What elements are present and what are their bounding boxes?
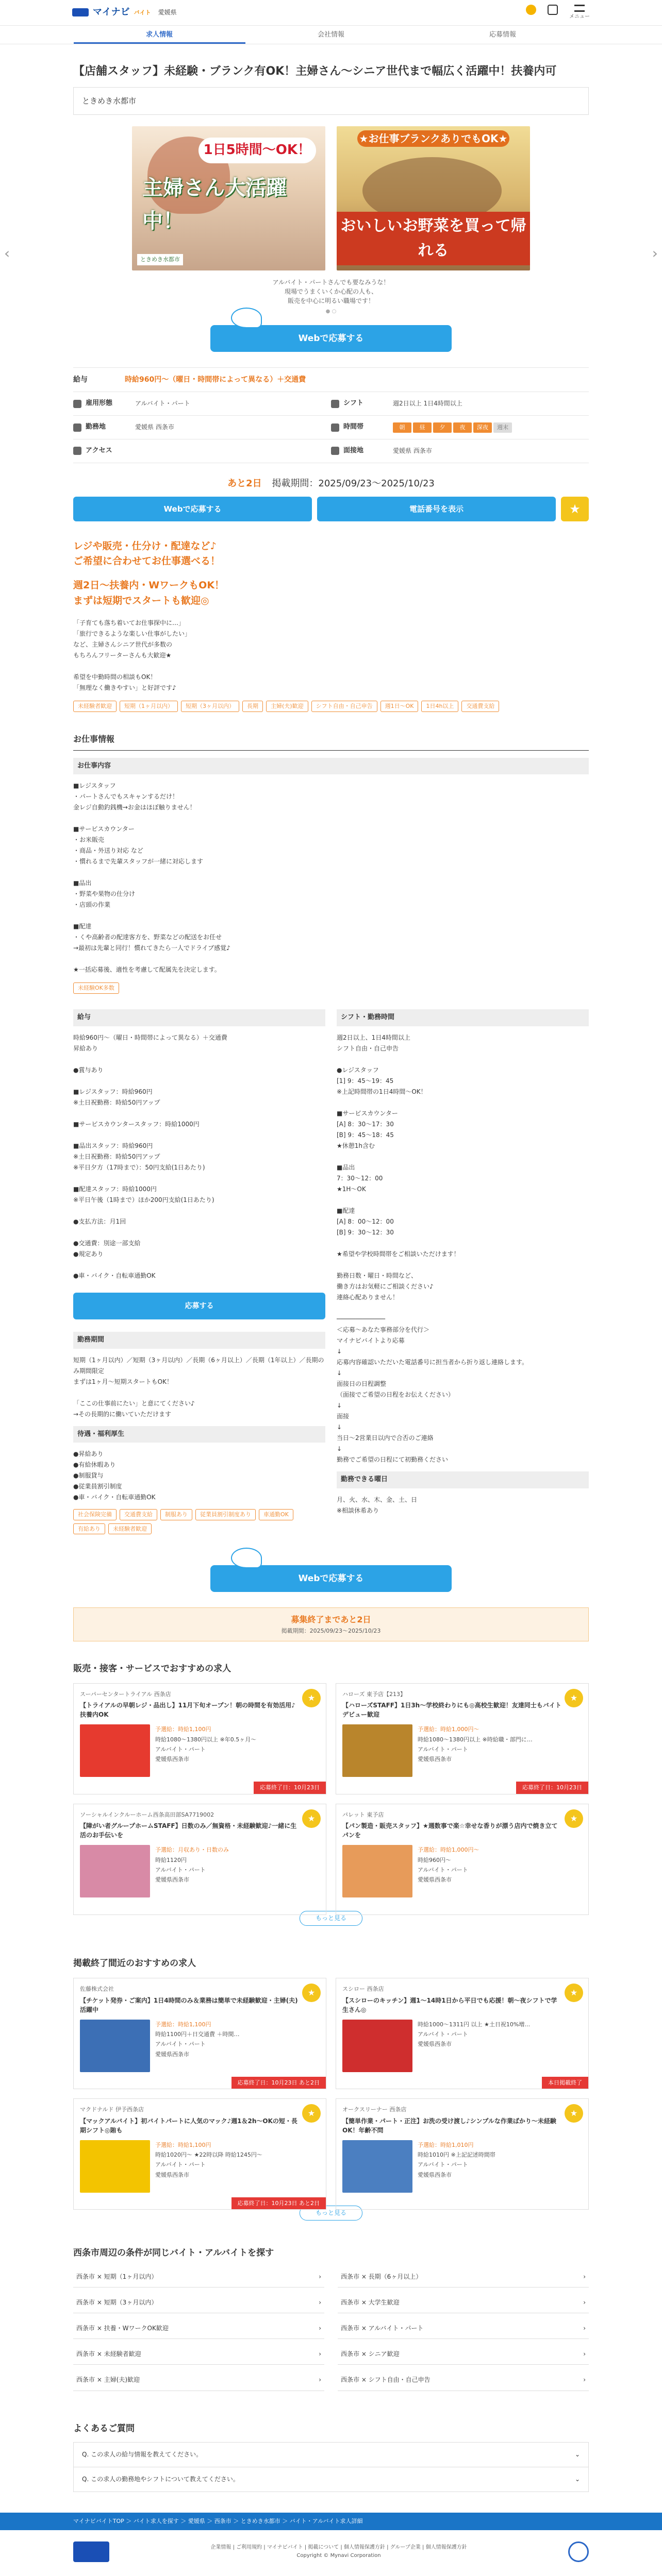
web-apply-button[interactable]: Webで応募する — [210, 1565, 452, 1592]
card-fact-2: 時給1080〜1380円以上 ※時給職・部門に… — [418, 1736, 533, 1743]
card-title: 【簡単作業・パート・正注】お洗の受け渡し♪シンプルな作業ばかり〜未経験OK！年齢不問 — [342, 2117, 556, 2134]
card-fact-3: アルバイト・パート — [418, 2031, 468, 2038]
card-body — [342, 2140, 582, 2193]
recommend-title-1: 販売・接客・サービスでおすすめの求人 — [73, 1663, 231, 1674]
train-icon — [73, 447, 81, 455]
photo-caption: アルバイト・パートさんでも要なみうな！ 現場でうまくいくか心配の人も、 販売を中心に明るい職場です！ — [272, 279, 390, 304]
chevron-down-icon: ⌄ — [574, 2450, 580, 2458]
favorite-star-icon[interactable]: ★ — [302, 1809, 321, 1828]
card-company: ソーシャルインクルーホーム西条高田部SA7719002 — [80, 1811, 214, 1818]
card-image — [80, 2140, 150, 2193]
salary-label: 給与 — [73, 376, 88, 384]
tag: 短期（3ヶ月以内） — [181, 701, 239, 712]
card-body — [342, 1845, 582, 1897]
chevron-right-icon: › — [583, 2273, 586, 2280]
related-link[interactable]: 西条市 × 未経験者歓迎 › — [73, 2344, 324, 2365]
tab-job-info[interactable]: 求人情報 — [74, 26, 245, 44]
detail-columns — [73, 1009, 589, 1535]
recommend-cards-1 — [73, 1683, 589, 1915]
tag: 週1日〜OK — [380, 701, 419, 712]
days-left: あと2日 — [227, 478, 262, 489]
card-ribbon: 本日掲載終了 — [542, 2077, 588, 2089]
related-links-title: 西条市周辺の条件が同じバイト・アルバイトを探す — [73, 2248, 274, 2259]
phone-button[interactable]: 電話番号を表示 — [317, 497, 556, 521]
menu-icon — [574, 5, 585, 12]
photo-carousel[interactable] — [0, 126, 662, 270]
copyright: Copyright © Mynavi Corporation — [296, 2552, 381, 2558]
job-title: 【店舗スタッフ】未経験・ブランク有OK！主婦さん〜シニア世代まで幅広く活躍中！扶養内可 — [73, 65, 557, 78]
footer-logo[interactable] — [73, 2541, 109, 2562]
card-facts — [418, 2020, 530, 2072]
card-fact-4: 愛媛県西条市 — [155, 1756, 189, 1763]
tag: 長期 — [242, 701, 263, 712]
card-title: 【障がい者グループホームSTAFF】日数のみ／無資格・未経験歓迎♪一緒に生活のお手伝いを — [80, 1822, 297, 1839]
employment-icon — [73, 400, 81, 408]
job-photo-2 — [337, 126, 530, 270]
timeslot-chips — [393, 422, 512, 433]
period-label: 掲載期間：2025/09/23〜2025/10/23 — [272, 478, 435, 489]
holiday-detail: 月、火、水、木、金、土、日 ※相談休希あり — [337, 1496, 418, 1514]
favorite-star-icon[interactable]: ★ — [565, 1984, 583, 2002]
job-summary — [73, 367, 589, 463]
card-body — [80, 2020, 320, 2072]
card-fact-2: 時給1020円〜 ★22時以降 時給1245円〜 — [155, 2151, 262, 2159]
job-card[interactable] — [73, 1804, 326, 1915]
card-facts — [155, 2140, 262, 2193]
job-card[interactable] — [336, 1683, 589, 1794]
favorite-star-icon[interactable]: ★ — [302, 1984, 321, 2002]
action-row — [73, 497, 589, 521]
card-body — [80, 2140, 320, 2193]
job-photo-1 — [132, 126, 325, 270]
card-image — [80, 2020, 150, 2072]
logo-mark — [72, 8, 89, 16]
more-button[interactable]: もっと見る — [300, 1911, 362, 1926]
card-image — [80, 1724, 150, 1777]
chevron-right-icon: › — [583, 2376, 586, 2384]
site-logo[interactable] — [72, 5, 177, 20]
card-fact-4: 愛媛県西条市 — [418, 2171, 452, 2178]
apply-button[interactable]: 応募する — [73, 1293, 325, 1319]
work-info-title: お仕事情報 — [73, 733, 589, 751]
chevron-right-icon: › — [319, 2324, 321, 2332]
card-ribbon: 応募終了日：10月23日 あと2日 — [231, 2077, 326, 2089]
right-column — [337, 1009, 589, 1535]
card-fact-4: 愛媛県西条市 — [418, 1876, 452, 1884]
favorite-star-icon[interactable]: ★ — [565, 1809, 583, 1828]
card-facts — [155, 2020, 240, 2072]
keep-button[interactable] — [548, 5, 558, 21]
photo-banner-top: ★お仕事ブランクありでもOK★ — [357, 130, 509, 147]
card-image — [80, 1845, 150, 1897]
card-fact-4: 愛媛県西条市 — [155, 1876, 189, 1884]
tab-apply-info[interactable]: 応募情報 — [489, 31, 516, 39]
summary-location: 勤務地 愛媛県 西条市 — [73, 416, 331, 439]
card-body — [342, 2020, 582, 2072]
tag: シフト自由・自己申告 — [311, 701, 377, 712]
job-card[interactable] — [336, 1978, 589, 2089]
footer-links[interactable]: 企業情報 | ご利用規約 | マイナビバイト | 掲載について | 個人情報保護方針 | グループ企業 | 個人情報保護方針 — [210, 2544, 467, 2550]
privacy-mark-icon — [568, 2541, 589, 2562]
recommend-title-2: 掲載終了間近のおすすめの求人 — [73, 1958, 196, 1969]
keep-star-icon[interactable]: ★ — [561, 497, 589, 521]
feature-tags — [73, 701, 589, 712]
chevron-right-icon: › — [319, 2273, 321, 2280]
chip-evening: 夕 — [433, 422, 452, 433]
summary-grid — [73, 392, 589, 463]
card-company: スシロー 西条店 — [342, 1986, 384, 1993]
pref-label: 愛媛県 — [158, 8, 177, 16]
photo-banner-main: おいしいお野菜を買って帰れる — [337, 212, 530, 265]
card-ribbon: 応募終了日：10月23日 あと2日 — [231, 2197, 326, 2210]
salary-head: 給与 — [73, 1009, 325, 1026]
related-links — [73, 2267, 589, 2391]
related-link[interactable]: 西条市 × アルバイト・パート › — [338, 2318, 589, 2339]
card-fact-3: アルバイト・パート — [418, 1745, 468, 1753]
period-head: 勤務期間 — [73, 1332, 325, 1349]
related-link[interactable]: 西条市 × 短期（1ヶ月以内） › — [73, 2267, 324, 2287]
card-company: スーパーセンタートライアル 西条店 — [80, 1690, 171, 1698]
tag: 主婦(夫)歓迎 — [266, 701, 308, 712]
job-card[interactable] — [336, 1804, 589, 1915]
card-fact-2: 時給1100円＋日交通費 ＋時間… — [155, 2031, 240, 2038]
card-fact-4: 愛媛県西条市 — [155, 2171, 189, 2178]
apply-area-mid — [73, 1293, 325, 1319]
mascot-bird-icon — [231, 308, 262, 328]
shift-detail: 週2日以上、1日4時間以上 シフト自由・自己申告 ●レジスタッフ [1] 9：45〜19：45 ※上記時間帯の1日4時間〜OK！ ■サービスカウンター [A] 8：30〜17：30 [B] 9：45〜18：45 ★休憩1h含む ■品出 7：30〜12：00 ★1H〜OK ■配達 [A] 8：00〜12：00 [B] 9：30〜12：30 ★希望や学校時間帯をご相談いただけます！ 勤務日数・曜日・時間など、 働き方はお気軽にご相談ください♪ 連絡心配ありません！ ───────────── ＜応募〜あなた事務部分を代行＞ マイナビバイトより応募 ↓ 応募内容確認いただいた電話番号に担当者から折り返し連絡します。 ↓ 面接日の日程調整 （面接でご希望の日程をお伝えください） ↓ 面接 ↓ 当日〜2営業日以内で合否のご連絡 ↓ 勤務でご希望の日程にて初勤務ください — [337, 1033, 528, 1463]
card-fact-2: 時給960円〜 — [418, 1856, 451, 1863]
shift-head: シフト・勤務時間 — [337, 1009, 589, 1026]
card-fact-1: 予選給：月収あり・日数のみ — [155, 1846, 229, 1854]
deadline-box — [73, 1607, 589, 1641]
chevron-right-icon: › — [319, 2350, 321, 2358]
deadline-sub: 掲載期間：2025/09/23〜2025/10/23 — [281, 1628, 381, 1635]
brand-name: マイナビ — [93, 7, 130, 18]
header-icons — [526, 5, 590, 21]
next-arrow-icon[interactable]: › — [652, 245, 658, 262]
breadcrumb[interactable]: マイナビバイトTOP ＞ バイト求人を探す ＞ 愛媛県 ＞ 西条市 ＞ ときめき水都市 ＞ バイト・アルバイト求人詳細 — [0, 2513, 662, 2530]
location-icon — [73, 423, 81, 432]
posting-period — [0, 477, 662, 492]
welfare-tags — [73, 1509, 325, 1534]
job-card[interactable] — [73, 1683, 326, 1794]
related-link[interactable]: 西条市 × 短期（3ヶ月以内） › — [73, 2293, 324, 2313]
brand-sub: バイト — [134, 9, 151, 16]
faq-list — [73, 2442, 589, 2492]
clock-icon — [331, 423, 339, 432]
card-facts — [418, 2140, 495, 2193]
tag: 制服あり — [160, 1509, 192, 1520]
photo-banner-main: 主婦さん大活躍中！ — [142, 176, 287, 233]
carousel-dots[interactable]: ● ○ — [325, 309, 337, 314]
card-title: 【トライアルの早朝レジ・品出し】11月下旬オープン！朝の時間を有効活用♪扶養内OK — [80, 1702, 295, 1719]
history-icon — [526, 5, 536, 15]
card-fact-4: 愛媛県西条市 — [155, 2050, 189, 2058]
related-link[interactable]: 西条市 × シニア歓迎 › — [338, 2344, 589, 2365]
related-link[interactable]: 西条市 × 長期（6ヶ月以上） › — [338, 2267, 589, 2287]
catch-copy-2: 週2日〜扶養内・WワークもOK！ まずは短期でスタートも歓迎◎ — [73, 580, 225, 606]
keep-icon — [548, 5, 558, 15]
card-fact-3: アルバイト・パート — [418, 2161, 468, 2168]
card-image — [342, 1845, 412, 1897]
tab-company-info[interactable]: 会社情報 — [317, 31, 344, 39]
card-fact-3: アルバイト・パート — [155, 1866, 206, 1873]
card-title: 【ハローズSTAFF】1日3h〜学校終わりにも◎高校生歓迎！友達同士もバイトデビュー歓迎 — [342, 1702, 561, 1719]
card-image — [342, 2020, 412, 2072]
card-fact-2: 時給1080〜1380円以上 ※年0.5ヶ月〜 — [155, 1736, 257, 1743]
job-card[interactable] — [73, 1978, 326, 2089]
tag: 社会保険完備 — [73, 1509, 117, 1520]
tag: 有給あり — [73, 1523, 105, 1535]
salary-row — [73, 367, 589, 392]
summary-shift: シフト 週2日以上 1日4時間以上 — [331, 392, 589, 416]
deadline-title: 募集終了まであと2日 — [291, 1615, 371, 1625]
card-fact-4: 愛媛県西条市 — [418, 1756, 452, 1763]
card-fact-1: 予選給：時給1,100円 — [155, 1726, 211, 1733]
welfare-detail: ●昇給あり ●有給休暇あり ●制服貸与 ●従業員割引制度 ●車・バイク・自転車通勤OK — [73, 1450, 156, 1501]
card-body — [80, 1845, 320, 1897]
card-fact-1: 予選給：時給1,000円〜 — [418, 1726, 479, 1733]
work-tags — [73, 982, 589, 994]
chip-morning: 朝 — [393, 422, 411, 433]
holiday-head: 勤務できる曜日 — [337, 1471, 589, 1488]
card-company: オークスリーナー 西条店 — [342, 2106, 407, 2113]
faq-title: よくあるご質問 — [73, 2423, 135, 2434]
favorite-star-icon[interactable]: ★ — [565, 2104, 583, 2123]
global-nav — [0, 26, 662, 44]
card-company: マクドナルド 伊予西条店 — [80, 2106, 144, 2113]
card-fact-1: 予選給：時給1,100円 — [155, 2141, 211, 2148]
interview-icon — [331, 447, 339, 455]
chip-latenight: 深夜 — [473, 422, 492, 433]
chevron-right-icon: › — [319, 2298, 321, 2306]
tag: 車通勤OK — [259, 1509, 293, 1520]
favorite-star-icon[interactable]: ★ — [565, 1689, 583, 1707]
card-title: 【マックアルバイト】初バイトパートに人気のマック♪週1＆2h〜OKの短・長期シフト◎賄も — [80, 2117, 297, 2134]
apply-area-bottom — [0, 1565, 662, 1592]
related-link[interactable]: 西条市 × 扶養・WワークOK歓迎 › — [73, 2318, 324, 2339]
card-body — [80, 1724, 320, 1777]
site-footer — [0, 2530, 662, 2573]
tag: 短期（1ヶ月以内） — [120, 701, 178, 712]
period-detail: 短期（1ヶ月以内）／短期（3ヶ月以内）／長期（6ヶ月以上）／長期（1年以上）／長期のみ期間限定 まずは1ヶ月〜短期スタートもOK！ 「ここの仕事前にたい」と意にてください♪ →その長期的に働いていただけます — [73, 1356, 324, 1418]
footer-text — [210, 2544, 467, 2560]
company-name[interactable]: ときめき水都市 — [73, 87, 589, 115]
card-fact-4: 愛媛県西条市 — [418, 2041, 452, 2048]
card-image — [342, 1724, 412, 1777]
card-facts — [155, 1724, 256, 1777]
intro-text: 「子育ても落ち着いてお仕事探中に…」 「旅行できるような楽しい仕事がしたい」 など、主婦さんシニア世代が多数の もちろんフリーターさんも大歓迎★ 希望を中勤時間の相談もOK！ 「無理なく働きやすい」と好評です♪ — [73, 619, 191, 692]
work-detail: ■レジスタッフ ・パートさんでもスキャンするだけ！ 金レジ自動釣銭機→お金はほぼ触りません！ ■サービスカウンター ・お米販売 ・商品・外送り対応 など ・慣れるまで先輩スタッフが一緒に対応します ■品出 ・野菜や果物の仕分け ・店頭の作業 ■配達 ・くや高齢者の配達客方を、野菜などの配送をお任せ →最初は先輩と同行！慣れてきたら一人でドライブ感覚♪ ★一括応募後、適性を考慮して配属先を決定します。 — [73, 782, 230, 974]
job-card[interactable] — [336, 2098, 589, 2210]
summary-access: アクセス — [73, 439, 331, 463]
favorite-star-icon[interactable]: ★ — [302, 1689, 321, 1707]
chevron-right-icon: › — [583, 2324, 586, 2332]
shift-icon — [331, 400, 339, 408]
salary-value: 時給960円〜（曜日・時間帯によって異なる）＋交通費 — [125, 376, 306, 384]
summary-timeslot: 時間帯 朝 昼 夕 夜 深夜 週末 — [331, 416, 589, 439]
work-content-head: お仕事内容 — [73, 758, 589, 775]
card-fact-3: アルバイト・パート — [418, 1866, 468, 1873]
prev-arrow-icon[interactable]: ‹ — [4, 245, 10, 262]
web-apply-button[interactable]: Webで応募する — [73, 497, 312, 521]
card-fact-1: 予選給：時給1,000円〜 — [418, 1846, 479, 1854]
card-title: 【チケット発券・ご案内】1日4時間のみ＆業務は簡単で未経験歓迎・主婦(夫)活躍中 — [80, 1996, 298, 2013]
faq-item[interactable]: Q. この求人の勤務地やシフトについて教えてください。 ⌄ — [74, 2467, 588, 2492]
card-title: 【スシローのキッチン】週1〜14時1日から平日でも応援！朝〜夜シフトで学生さん◎ — [342, 1996, 557, 2013]
related-link[interactable]: 西条市 × シフト自由・自己申告 › — [338, 2370, 589, 2391]
card-facts — [418, 1845, 479, 1897]
left-column — [73, 1009, 325, 1535]
summary-employment: 雇用形態 アルバイト・パート — [73, 392, 331, 416]
photo-brand: ときめき水都市 — [137, 254, 183, 265]
mascot-bird-icon — [231, 1548, 262, 1568]
chevron-down-icon: ⌄ — [574, 2475, 580, 2483]
card-fact-2: 時給1010円 ※上記記述時間帯 — [418, 2151, 495, 2159]
card-fact-3: アルバイト・パート — [155, 2161, 206, 2168]
card-facts — [155, 1845, 229, 1897]
card-fact-1: 予選給：時給1,100円 — [155, 2021, 211, 2028]
tag: 従業員割引制度あり — [195, 1509, 256, 1520]
card-facts — [418, 1724, 533, 1777]
card-body — [342, 1724, 582, 1777]
tag: 未経験OK多数 — [73, 982, 119, 994]
card-company: 佐藤株式会社 — [80, 1986, 114, 1993]
site-header — [0, 0, 662, 26]
card-fact-1: 予選給：時給1,010円 — [418, 2141, 474, 2148]
related-link[interactable]: 西条市 × 大学生歓迎 › — [338, 2293, 589, 2313]
web-apply-button[interactable]: Webで応募する — [210, 325, 452, 352]
chip-night: 夜 — [453, 422, 472, 433]
card-ribbon: 応募終了日：10月23日 — [254, 1782, 326, 1794]
favorite-star-icon[interactable]: ★ — [302, 2104, 321, 2123]
photo-banner-top: 1日5時間〜OK！ — [198, 138, 316, 163]
history-button[interactable] — [526, 5, 536, 21]
menu-button[interactable]: メニュー — [569, 5, 590, 21]
card-image — [342, 2140, 412, 2193]
tag: 未経験者歓迎 — [73, 701, 117, 712]
tag: 交通費支給 — [461, 701, 499, 712]
chevron-right-icon: › — [583, 2350, 586, 2358]
job-card[interactable] — [73, 2098, 326, 2210]
salary-detail: 時給960円〜（曜日・時間帯によって異なる）＋交通費 昇給あり ●賞与あり ■レジスタッフ：時給960円 ※土日祝勤務：時給50円アップ ■サービスカウンタースタッフ：時給1000円 ■品出スタッフ：時給960円 ※土日祝勤務：時給50円アップ ※平日夕方（17時まで）：50円支給(1日あたり) ■配達スタッフ：時給1000円 ※平日午後（1時まで）ほか200円支給(1日あたり) ●支払方法：月1回 ●交通費：別途一部支給 ●規定あり ●車・バイク・自転車通勤OK — [73, 1033, 227, 1279]
card-ribbon: 応募終了日：10月23日 — [516, 1782, 588, 1794]
catch-copy-1: レジや販売・仕分け・配達など♪ ご希望に合わせてお仕事選べる！ — [73, 540, 221, 567]
card-fact-3: アルバイト・パート — [155, 2041, 206, 2048]
card-fact-2: 時給1120円 — [155, 1856, 187, 1863]
related-link[interactable]: 西条市 × 主婦(夫)歓迎 › — [73, 2370, 324, 2391]
tag: 交通費支給 — [120, 1509, 157, 1520]
card-company: ハローズ 東予店【213】 — [342, 1690, 406, 1698]
welfare-head: 待遇・福利厚生 — [73, 1426, 325, 1443]
chip-weekend: 週末 — [493, 422, 512, 433]
card-title: 【パン製造・販売スタッフ】★週数事で楽☆幸せな香りが漂う店内で焼き立てパンを — [342, 1822, 558, 1839]
chip-noon: 昼 — [413, 422, 432, 433]
apply-area-top — [0, 325, 662, 352]
summary-interview: 面接地 愛媛県 西条市 — [331, 439, 589, 463]
chevron-right-icon: › — [319, 2376, 321, 2384]
card-fact-3: アルバイト・パート — [155, 1745, 206, 1753]
more-button[interactable]: もっと見る — [300, 2206, 362, 2221]
recommend-cards-2 — [73, 1978, 589, 2210]
tag: 1日4h以上 — [421, 701, 458, 712]
chevron-right-icon: › — [583, 2298, 586, 2306]
tag: 未経験者歓迎 — [108, 1523, 152, 1535]
card-company: パレット 東予店 — [342, 1811, 384, 1818]
card-fact-2: 時給1000〜1311円 以上 ★土日祝10%増… — [418, 2021, 531, 2028]
faq-item[interactable]: Q. この求人の給与情報を教えてください。 ⌄ — [74, 2443, 588, 2467]
